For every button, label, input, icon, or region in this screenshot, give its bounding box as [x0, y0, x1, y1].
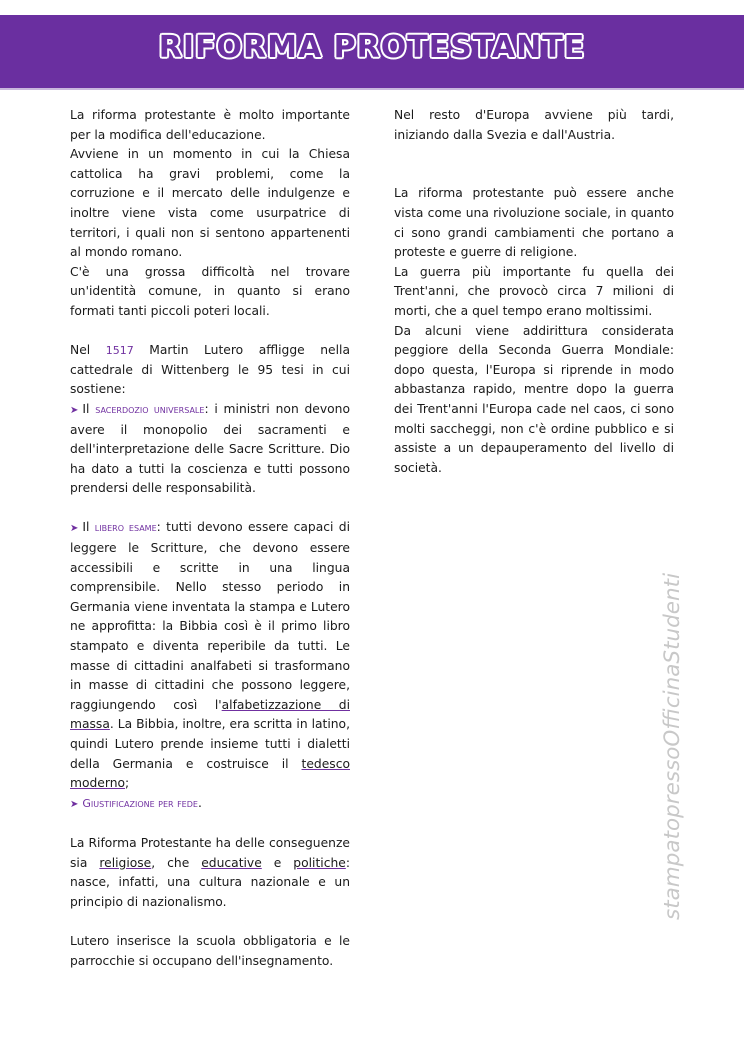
term-highlight: sacerdozio universale: [95, 402, 205, 416]
text: La Riforma Protestante ha delle conseguenze sia: [70, 835, 350, 870]
paragraph: [70, 834, 350, 912]
paragraph: La riforma protestante può essere anche vista come una rivoluzione sociale, in quanto ci sono grandi cambiamenti che portano a proteste e guerre di religione.: [394, 186, 674, 260]
right-column: [394, 106, 674, 478]
arrow-bullet-icon: ➤: [70, 798, 79, 810]
text: Il: [82, 401, 96, 416]
underlined-term: educative: [201, 855, 262, 870]
left-column: [70, 106, 350, 971]
paragraph: [70, 341, 350, 400]
arrow-bullet-icon: ➤: [70, 523, 79, 535]
bullet-item: [70, 518, 350, 793]
underlined-term: politiche: [293, 855, 346, 870]
text: ;: [125, 776, 130, 791]
page-title: RIFORMA PROTESTANTE: [158, 30, 586, 65]
paragraph: Avviene in un momento in cui la Chiesa cattolica ha gravi problemi, come la corruzione e il mercato delle indulgenze e inoltre viene vista come usurpatrice di territori, i quali non si sentono appartenenti al mondo romano.: [70, 147, 350, 260]
underlined-term: alfabetizzazione di massa: [70, 697, 350, 732]
text: : tutti devono essere capaci di leggere le Scritture, che devono essere accessibili e scritte in una lingua comprensibile. Nello stesso periodo in Germania viene inventata la stampa e Lutero ne approfitta: la Bibbia così è il primo libro stampato e diventa reperibile da tutti. Le masse di cittadini analfabeti si trasformano in masse di cittadini che possono leggere, raggiungendo così l': [70, 520, 350, 712]
text: Martin Lutero affligge nella cattedrale di Wittenberg le 95 tesi in cui sostiene:: [70, 343, 350, 397]
paragraph: C'è una grossa difficoltà nel trovare un'identità comune, in quanto si erano formati tanti piccoli poteri locali.: [70, 264, 350, 318]
paragraph: La guerra più importante fu quella dei Trent'anni, che provocò circa 7 milioni di morti, che a quel tempo erano moltissimi.: [394, 264, 674, 318]
underlined-term: tedesco moderno: [70, 756, 350, 791]
term-highlight: Giustificazione per fede: [82, 796, 198, 810]
text: .: [197, 795, 202, 810]
paragraph: Lutero inserisce la scuola obbligatoria e le parrocchie si occupano dell'insegnamento.: [70, 933, 350, 968]
text: . La Bibbia, inoltre, era scritta in latino, quindi Lutero prende insieme tutti i dialetti della Germania e costruisce il: [70, 717, 350, 771]
paragraph: Nel resto d'Europa avviene più tardi, iniziando dalla Svezia e dall'Austria.: [394, 108, 674, 142]
arrow-bullet-icon: ➤: [70, 404, 79, 416]
text: : i ministri non devono avere il monopolio dei sacramenti e dell'interpretazione delle Sacre Scritture. Dio ha dato a tutti la coscienza e tutti possono prendersi delle responsabilità.: [70, 401, 350, 496]
text: e: [261, 855, 294, 870]
watermark: stampatopressoOfficinaStudenti: [660, 572, 685, 920]
year-highlight: 1517: [105, 344, 134, 358]
paragraph: La riforma protestante è molto importante per la modifica dell'educazione.: [70, 108, 350, 142]
text: Nel: [70, 343, 106, 358]
text: , che: [151, 855, 202, 870]
bullet-item: [70, 794, 350, 815]
paragraph: Da alcuni viene addirittura considerata peggiore della Seconda Guerra Mondiale: dopo questa, l'Europa si riprende in modo abbastanza rapido, mentre dopo la guerra dei Trent'anni l'Europa cade nel caos, ci sono molti saccheggi, non c'è ordine pubblico e si assiste a un depauperamento del livello di società.: [394, 323, 674, 475]
text: : nasce, infatti, una cultura nazionale e un principio di nazionalismo.: [70, 855, 350, 909]
term-highlight: libero esame: [94, 521, 157, 535]
text: Il: [82, 520, 95, 535]
bullet-item: [70, 400, 350, 499]
underlined-term: religiose: [99, 855, 152, 870]
